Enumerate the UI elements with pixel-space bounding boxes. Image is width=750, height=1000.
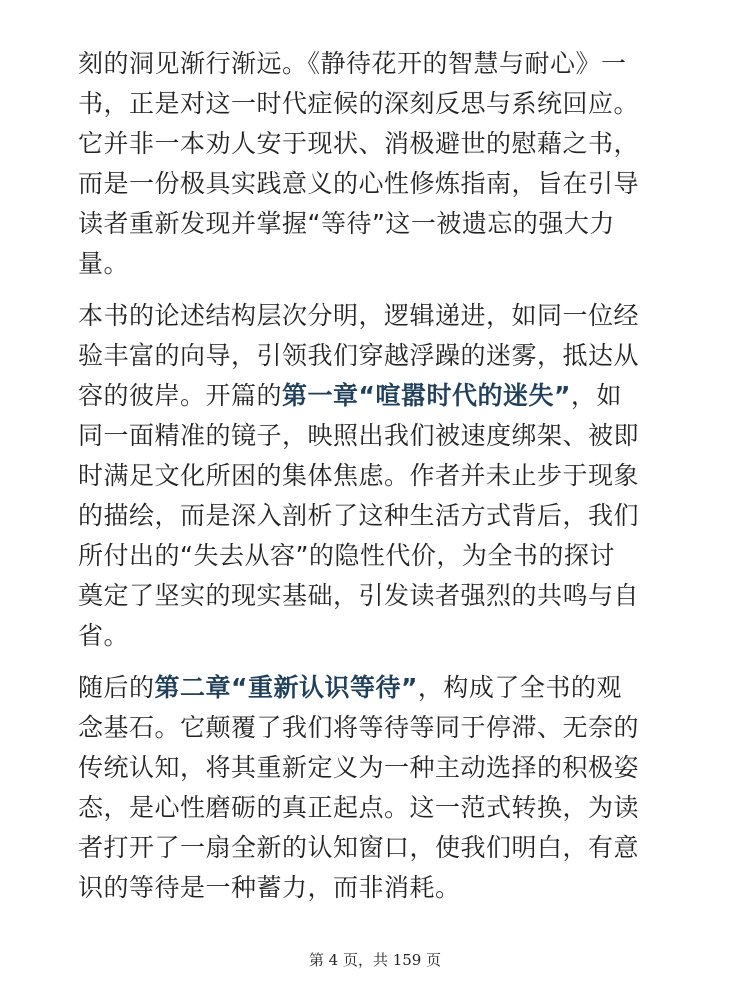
- text-line: [78, 868, 678, 908]
- text-line: [78, 536, 678, 576]
- text-line: [78, 576, 678, 616]
- paragraph: [78, 296, 678, 656]
- text-line: [78, 616, 678, 656]
- text-line: [78, 84, 678, 124]
- text-line: [78, 708, 678, 748]
- text-segment: 识的等待是一种蓄力，而非消耗。: [78, 873, 461, 902]
- text-segment: 容的彼岸。开篇的: [78, 381, 283, 410]
- text-segment: 念基石。它颠覆了我们将等待等同于停滞、无奈的: [78, 713, 640, 742]
- paragraph: [78, 668, 678, 908]
- text-segment: 省。: [78, 621, 130, 650]
- text-line: [78, 336, 678, 376]
- text-line: [78, 496, 678, 536]
- text-line: [78, 204, 678, 244]
- text-segment: 随后的: [78, 673, 155, 702]
- text-segment: ，如: [570, 381, 622, 410]
- text-segment: 量。: [78, 249, 130, 278]
- text-line: [78, 748, 678, 788]
- text-line: [78, 788, 678, 828]
- text-segment: 书，正是对这一时代症候的深刻反思与系统回应。: [78, 89, 640, 118]
- chapter-title-highlight: 第二章“重新认识等待”: [154, 673, 418, 702]
- page-number-footer: 第 4 页，共 159 页: [308, 951, 442, 969]
- text-line: [78, 828, 678, 868]
- text-segment: 者打开了一扇全新的认知窗口，使我们明白，有意: [78, 833, 640, 862]
- text-segment: 所付出的“失去从容”的隐性代价，为全书的探讨: [78, 541, 615, 570]
- text-segment: 传统认知，将其重新定义为一种主动选择的积极姿: [78, 753, 640, 782]
- chapter-title-highlight: 第一章“喧嚣时代的迷失”: [282, 381, 571, 410]
- text-segment: 本书的论述结构层次分明，逻辑递进，如同一位经: [78, 301, 640, 330]
- text-line: [78, 296, 678, 336]
- text-line: [78, 456, 678, 496]
- text-segment: 读者重新发现并掌握“等待”这一被遗忘的强大力: [78, 209, 615, 238]
- text-line: [78, 376, 678, 416]
- text-line: [78, 668, 678, 708]
- paragraph: [78, 44, 678, 284]
- text-segment: 刻的洞见渐行渐远。《静待花开的智慧与耐心》一: [78, 49, 627, 78]
- text-segment: 态，是心性磨砺的真正起点。这一范式转换，为读: [78, 793, 640, 822]
- text-segment: 验丰富的向导，引领我们穿越浮躁的迷雾，抵达从: [78, 341, 640, 370]
- text-segment: 奠定了坚实的现实基础，引发读者强烈的共鸣与自: [78, 581, 640, 610]
- text-segment: 的描绘，而是深入剖析了这种生活方式背后，我们: [78, 501, 640, 530]
- text-line: [78, 244, 678, 284]
- text-segment: 时满足文化所困的集体焦虑。作者并未止步于现象: [78, 461, 640, 490]
- text-segment: 而是一份极具实践意义的心性修炼指南，旨在引导: [78, 169, 640, 198]
- text-line: [78, 416, 678, 456]
- text-segment: ，构成了全书的观: [417, 673, 622, 702]
- text-line: [78, 124, 678, 164]
- text-line: [78, 44, 678, 84]
- text-segment: 它并非一本劝人安于现状、消极避世的慰藉之书，: [78, 129, 640, 158]
- text-line: [78, 164, 678, 204]
- text-segment: 同一面精准的镜子，映照出我们被速度绑架、被即: [78, 421, 640, 450]
- document-body: [78, 44, 678, 920]
